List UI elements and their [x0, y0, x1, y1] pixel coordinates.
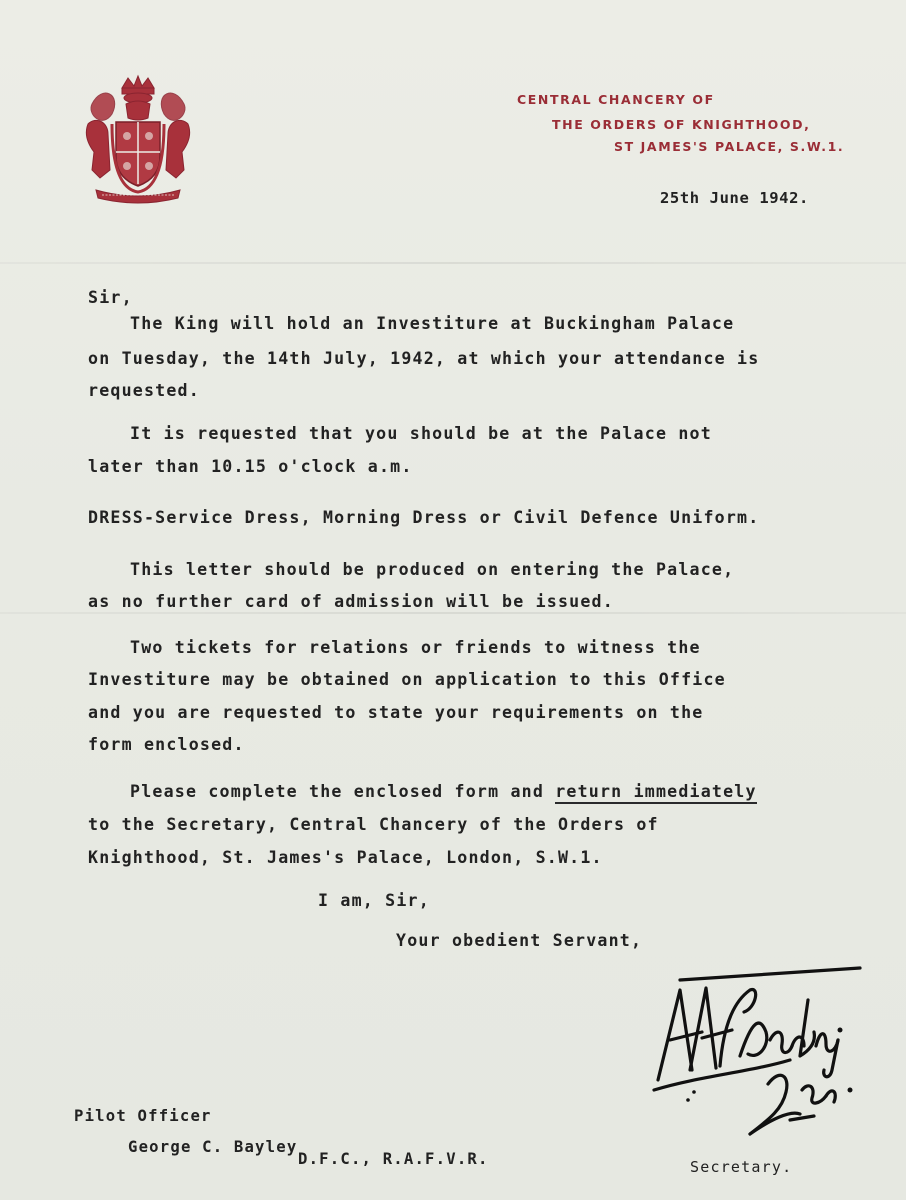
body-line: and you are requested to state your requirements on the [88, 703, 704, 722]
closing-line-2: Your obedient Servant, [396, 931, 643, 950]
body-line: later than 10.15 o'clock a.m. [88, 457, 413, 476]
closing-line-1: I am, Sir, [318, 891, 430, 910]
body-line: on Tuesday, the 14th July, 1942, at which your attendance is [88, 349, 760, 368]
recipient-name: George C. Bayley [128, 1138, 298, 1156]
signatory-title: Secretary. [690, 1158, 793, 1176]
body-line [130, 782, 757, 801]
letterhead-line-3: ST JAMES'S PALACE, S.W.1. [614, 139, 845, 154]
body-line: requested. [88, 381, 200, 400]
dress-requirement: DRESS-Service Dress, Morning Dress or Civil Defence Uniform. [88, 508, 760, 527]
body-line: Investiture may be obtained on application to this Office [88, 670, 726, 689]
body-line: as no further card of admission will be issued. [88, 592, 614, 611]
recipient-postnominals: D.F.C., R.A.F.V.R. [298, 1150, 489, 1168]
paper-fold-line [0, 612, 906, 614]
paper-fold-line [0, 262, 906, 264]
body-text: Please complete the enclosed form and [130, 782, 556, 801]
body-line: Two tickets for relations or friends to witness the [130, 638, 701, 657]
body-line: The King will hold an Investiture at Buckingham Palace [130, 314, 735, 333]
body-line: Knighthood, St. James's Palace, London, S.W.1. [88, 848, 603, 867]
salutation: Sir, [88, 288, 133, 307]
royal-coat-of-arms-icon [82, 74, 194, 208]
letterhead-line-2: THE ORDERS OF KNIGHTHOOD, [552, 117, 811, 132]
handwritten-signature [640, 960, 870, 1160]
recipient-rank: Pilot Officer [74, 1107, 212, 1125]
body-line: to the Secretary, Central Chancery of the Orders of [88, 815, 659, 834]
underlined-instruction: return immediately [555, 782, 756, 804]
body-line: This letter should be produced on entering the Palace, [130, 560, 735, 579]
body-line: It is requested that you should be at the Palace not [130, 424, 712, 443]
letter-date: 25th June 1942. [660, 189, 809, 207]
letterhead-line-1: CENTRAL CHANCERY OF [517, 92, 715, 107]
body-line: form enclosed. [88, 735, 245, 754]
